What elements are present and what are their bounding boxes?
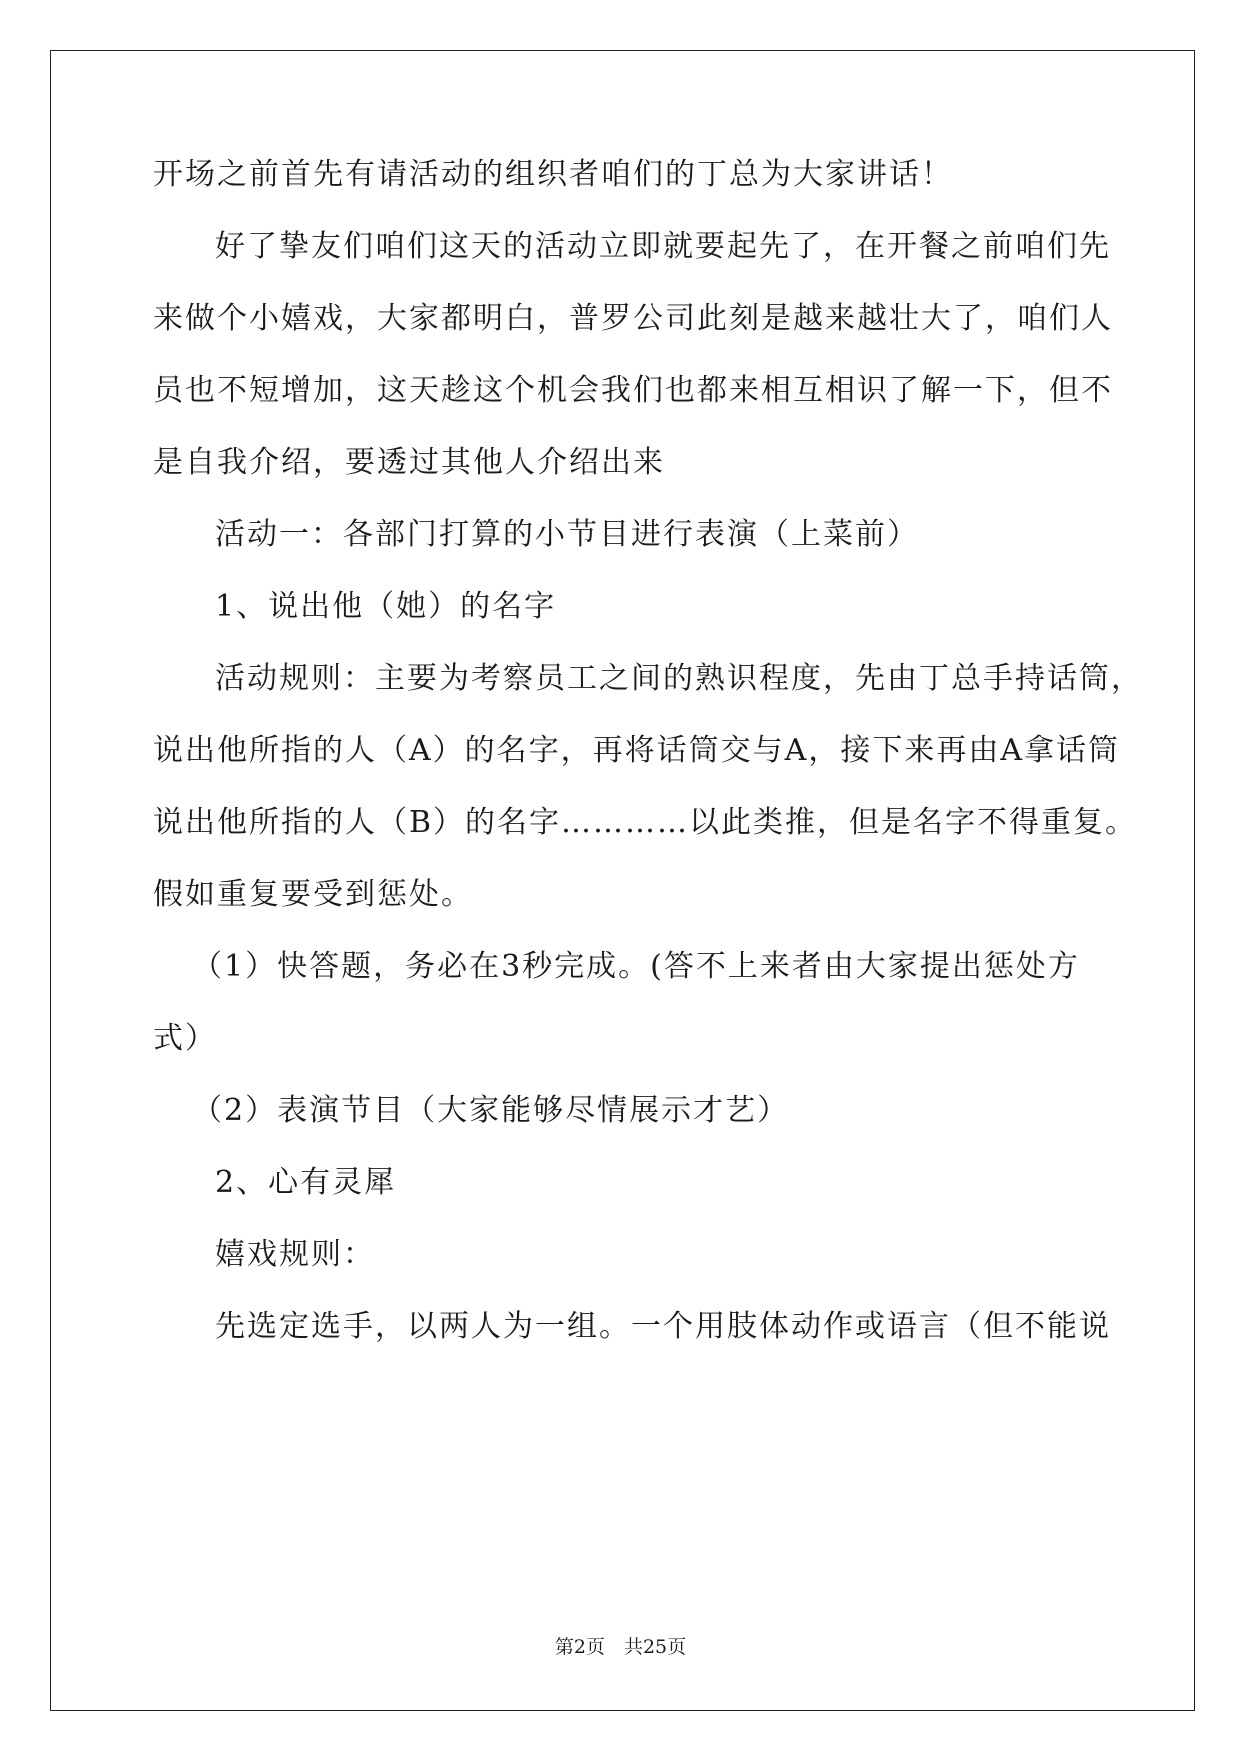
text-line-9: 说出他所指的人（A）的名字，再将话筒交与A，接下来再由A拿话筒 <box>153 733 1120 768</box>
text-line-15: 2、心有灵犀 <box>215 1165 397 1200</box>
text-line-11: 假如重复要受到惩处。 <box>153 877 473 912</box>
text-line-10: 说出他所指的人（B）的名字…………以此类推，但是名字不得重复。 <box>153 805 1138 840</box>
text-line-3: 来做个小嬉戏，大家都明白，普罗公司此刻是越来越壮大了，咱们人 <box>153 301 1113 336</box>
text-line-2: 好了挚友们咱们这天的活动立即就要起先了，在开餐之前咱们先 <box>215 229 1111 264</box>
text-line-4: 员也不短增加，这天趁这个机会我们也都来相互相识了解一下，但不 <box>153 373 1113 408</box>
text-line-16: 嬉戏规则： <box>215 1237 375 1272</box>
text-line-6: 活动一：各部门打算的小节目进行表演（上菜前） <box>215 517 919 552</box>
text-line-7: 1、说出他（她）的名字 <box>215 589 557 624</box>
text-line-12: （1）快答题，务必在3秒完成。(答不上来者由大家提出惩处方 <box>192 949 1080 984</box>
text-line-14: （2）表演节目（大家能够尽情展示才艺） <box>192 1093 790 1128</box>
text-line-5: 是自我介绍，要透过其他人介绍出来 <box>153 445 665 480</box>
text-line-17: 先选定选手，以两人为一组。一个用肢体动作或语言（但不能说 <box>215 1309 1111 1344</box>
text-line-1: 开场之前首先有请活动的组织者咱们的丁总为大家讲话！ <box>153 157 953 192</box>
page-number-footer: 第2页 共25页 <box>554 1636 687 1658</box>
text-line-8: 活动规则：主要为考察员工之间的熟识程度，先由丁总手持话筒， <box>215 661 1143 696</box>
text-line-13: 式） <box>153 1021 217 1056</box>
